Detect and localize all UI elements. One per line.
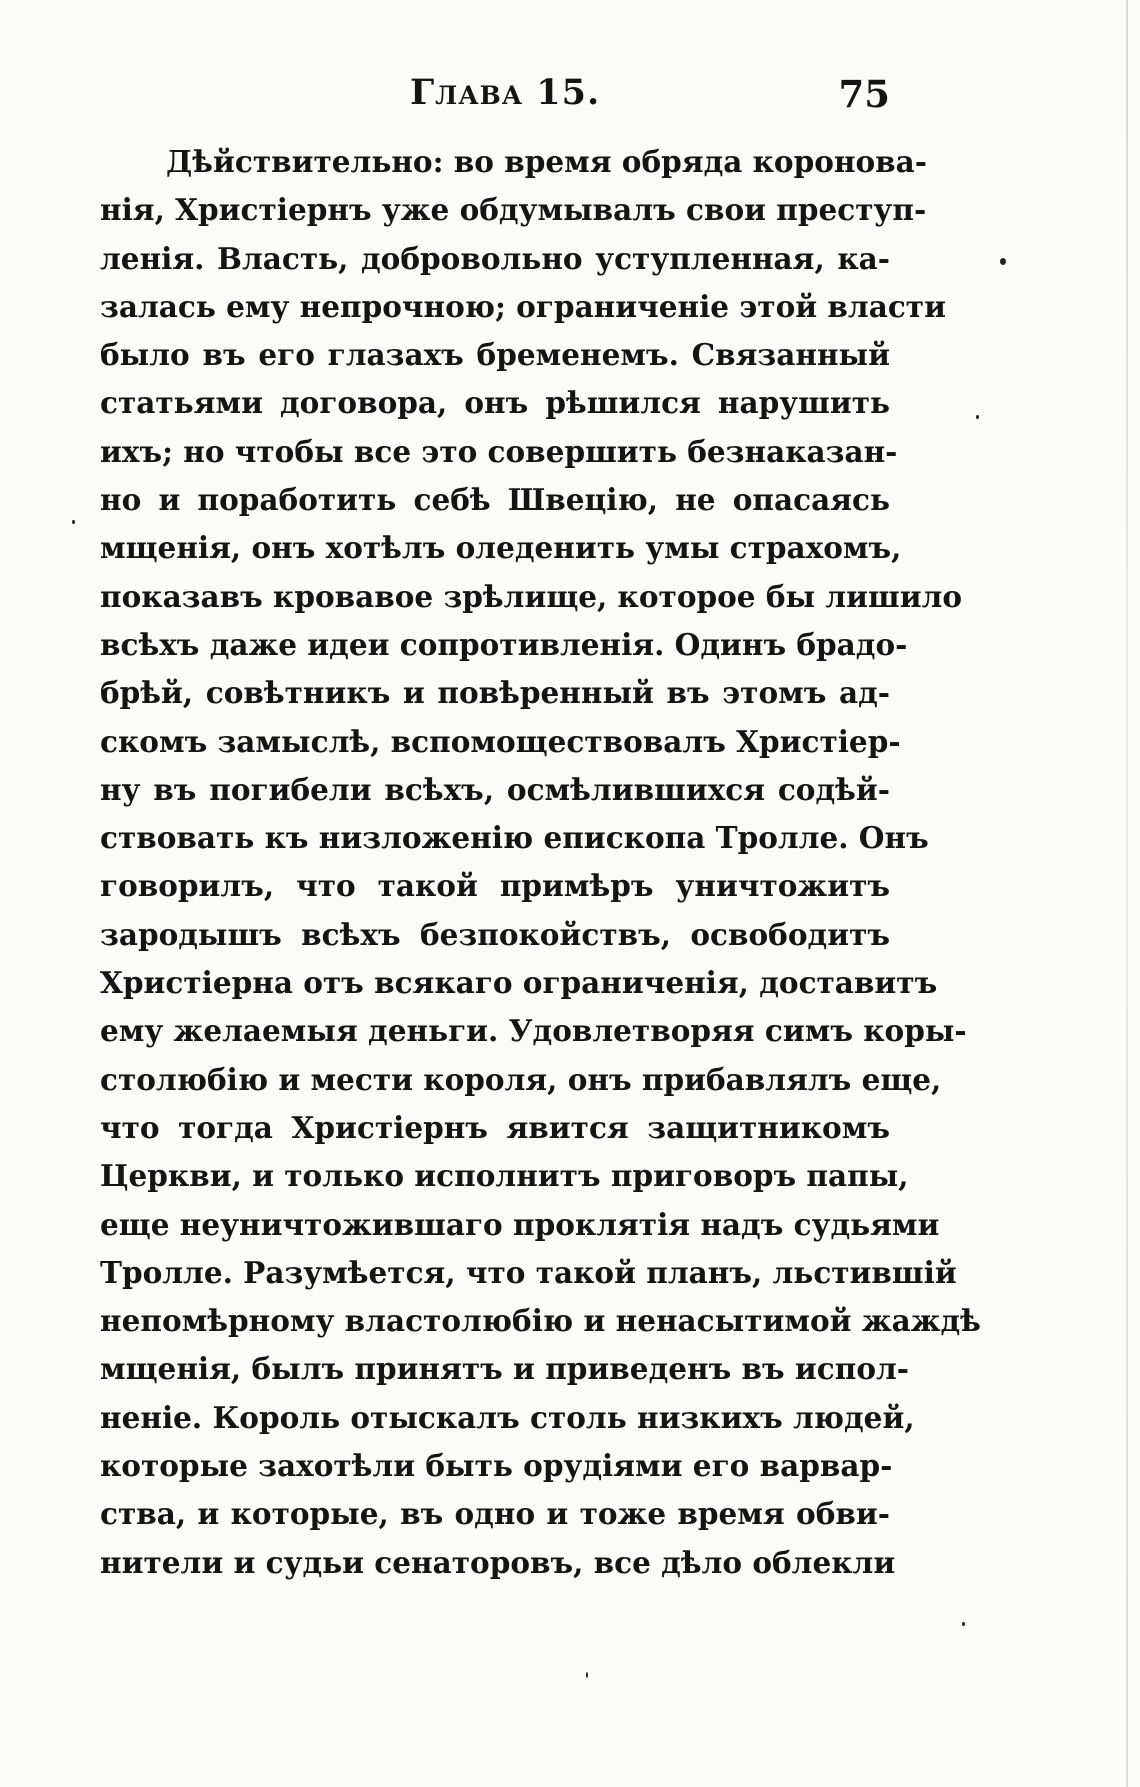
text-line: статьями договора, онъ рѣшился нарушить — [100, 385, 890, 421]
text-line: что тогда Христіернъ явится защитникомъ — [100, 1109, 890, 1145]
text-line: которые захотѣли быть орудіями его варвар- — [100, 1448, 893, 1484]
text-line: столюбію и мести короля, онъ прибавлялъ еще, — [100, 1061, 942, 1097]
text-line: мщенія, былъ принятъ и приведенъ въ испол- — [100, 1351, 910, 1387]
text-line: ихъ; но чтобы все это совершить безнаказан- — [100, 433, 898, 469]
text-line: показавъ кровавое зрѣлище, которое бы лишило — [100, 578, 963, 614]
chapter-heading: Глава 15. — [410, 72, 601, 113]
text-line: было въ его глазахъ бременемъ. Связанный — [100, 337, 890, 373]
text-line: залась ему непрочною; ограниченіе этой власти — [100, 288, 946, 324]
text-line: ствовать къ низложенію епископа Тролле. Онъ — [100, 820, 929, 856]
text-line: скомъ замыслѣ, вспомоществовалъ Христіер- — [100, 723, 901, 759]
text-line: ленія. Власть, добровольно уступленная, ка- — [100, 240, 890, 276]
print-speck — [586, 1672, 588, 1678]
running-head — [100, 72, 890, 122]
text-line: еще неуничтожившаго проклятія надъ судьями — [100, 1206, 940, 1242]
text-line: ну въ погибели всѣхъ, осмѣлившихся содѣй- — [100, 771, 890, 807]
text-line: непомѣрному властолюбію и ненасытимой жаждѣ — [100, 1303, 981, 1339]
text-line: говорилъ, что такой примѣръ уничтожитъ — [100, 868, 890, 904]
text-line: нія, Христіернъ уже обдумывалъ свои преступ- — [100, 192, 927, 228]
text-line: всѣхъ даже идеи сопротивленія. Одинъ брадо- — [100, 626, 908, 662]
page-edge — [1126, 0, 1128, 1787]
print-speck — [962, 1622, 965, 1626]
text-line: нители и судьи сенаторовъ, все дѣло облекли — [100, 1544, 896, 1580]
print-speck — [1000, 258, 1006, 265]
text-line: но и поработить себѣ Швецію, не опасаясь — [100, 482, 890, 518]
page-number: 75 — [838, 72, 890, 116]
text-line: ему желаемыя деньги. Удовлетворяя симъ коры- — [100, 1013, 967, 1049]
text-line: Тролле. Разумѣется, что такой планъ, льстившій — [100, 1254, 957, 1290]
text-line: мщенія, онъ хотѣлъ оледенить умы страхомъ, — [100, 530, 902, 566]
text-line: зародышъ всѣхъ безпокойствъ, освободитъ — [100, 916, 890, 952]
text-line: брѣй, совѣтникъ и повѣренный въ этомъ ад- — [100, 675, 890, 711]
print-speck — [72, 520, 75, 524]
text-line: ства, и которые, въ одно и тоже время обви- — [100, 1496, 890, 1532]
text-line: Церкви, и только исполнитъ приговоръ папы, — [100, 1158, 909, 1194]
text-line: Христіерна отъ всякаго ограниченія, доставитъ — [100, 965, 938, 1001]
print-speck — [976, 415, 979, 419]
body-text — [100, 138, 981, 1587]
text-line: Дѣйствительно: во время обряда коронова- — [166, 144, 928, 179]
text-line: неніе. Король отыскалъ столь низкихъ людей, — [100, 1399, 915, 1435]
